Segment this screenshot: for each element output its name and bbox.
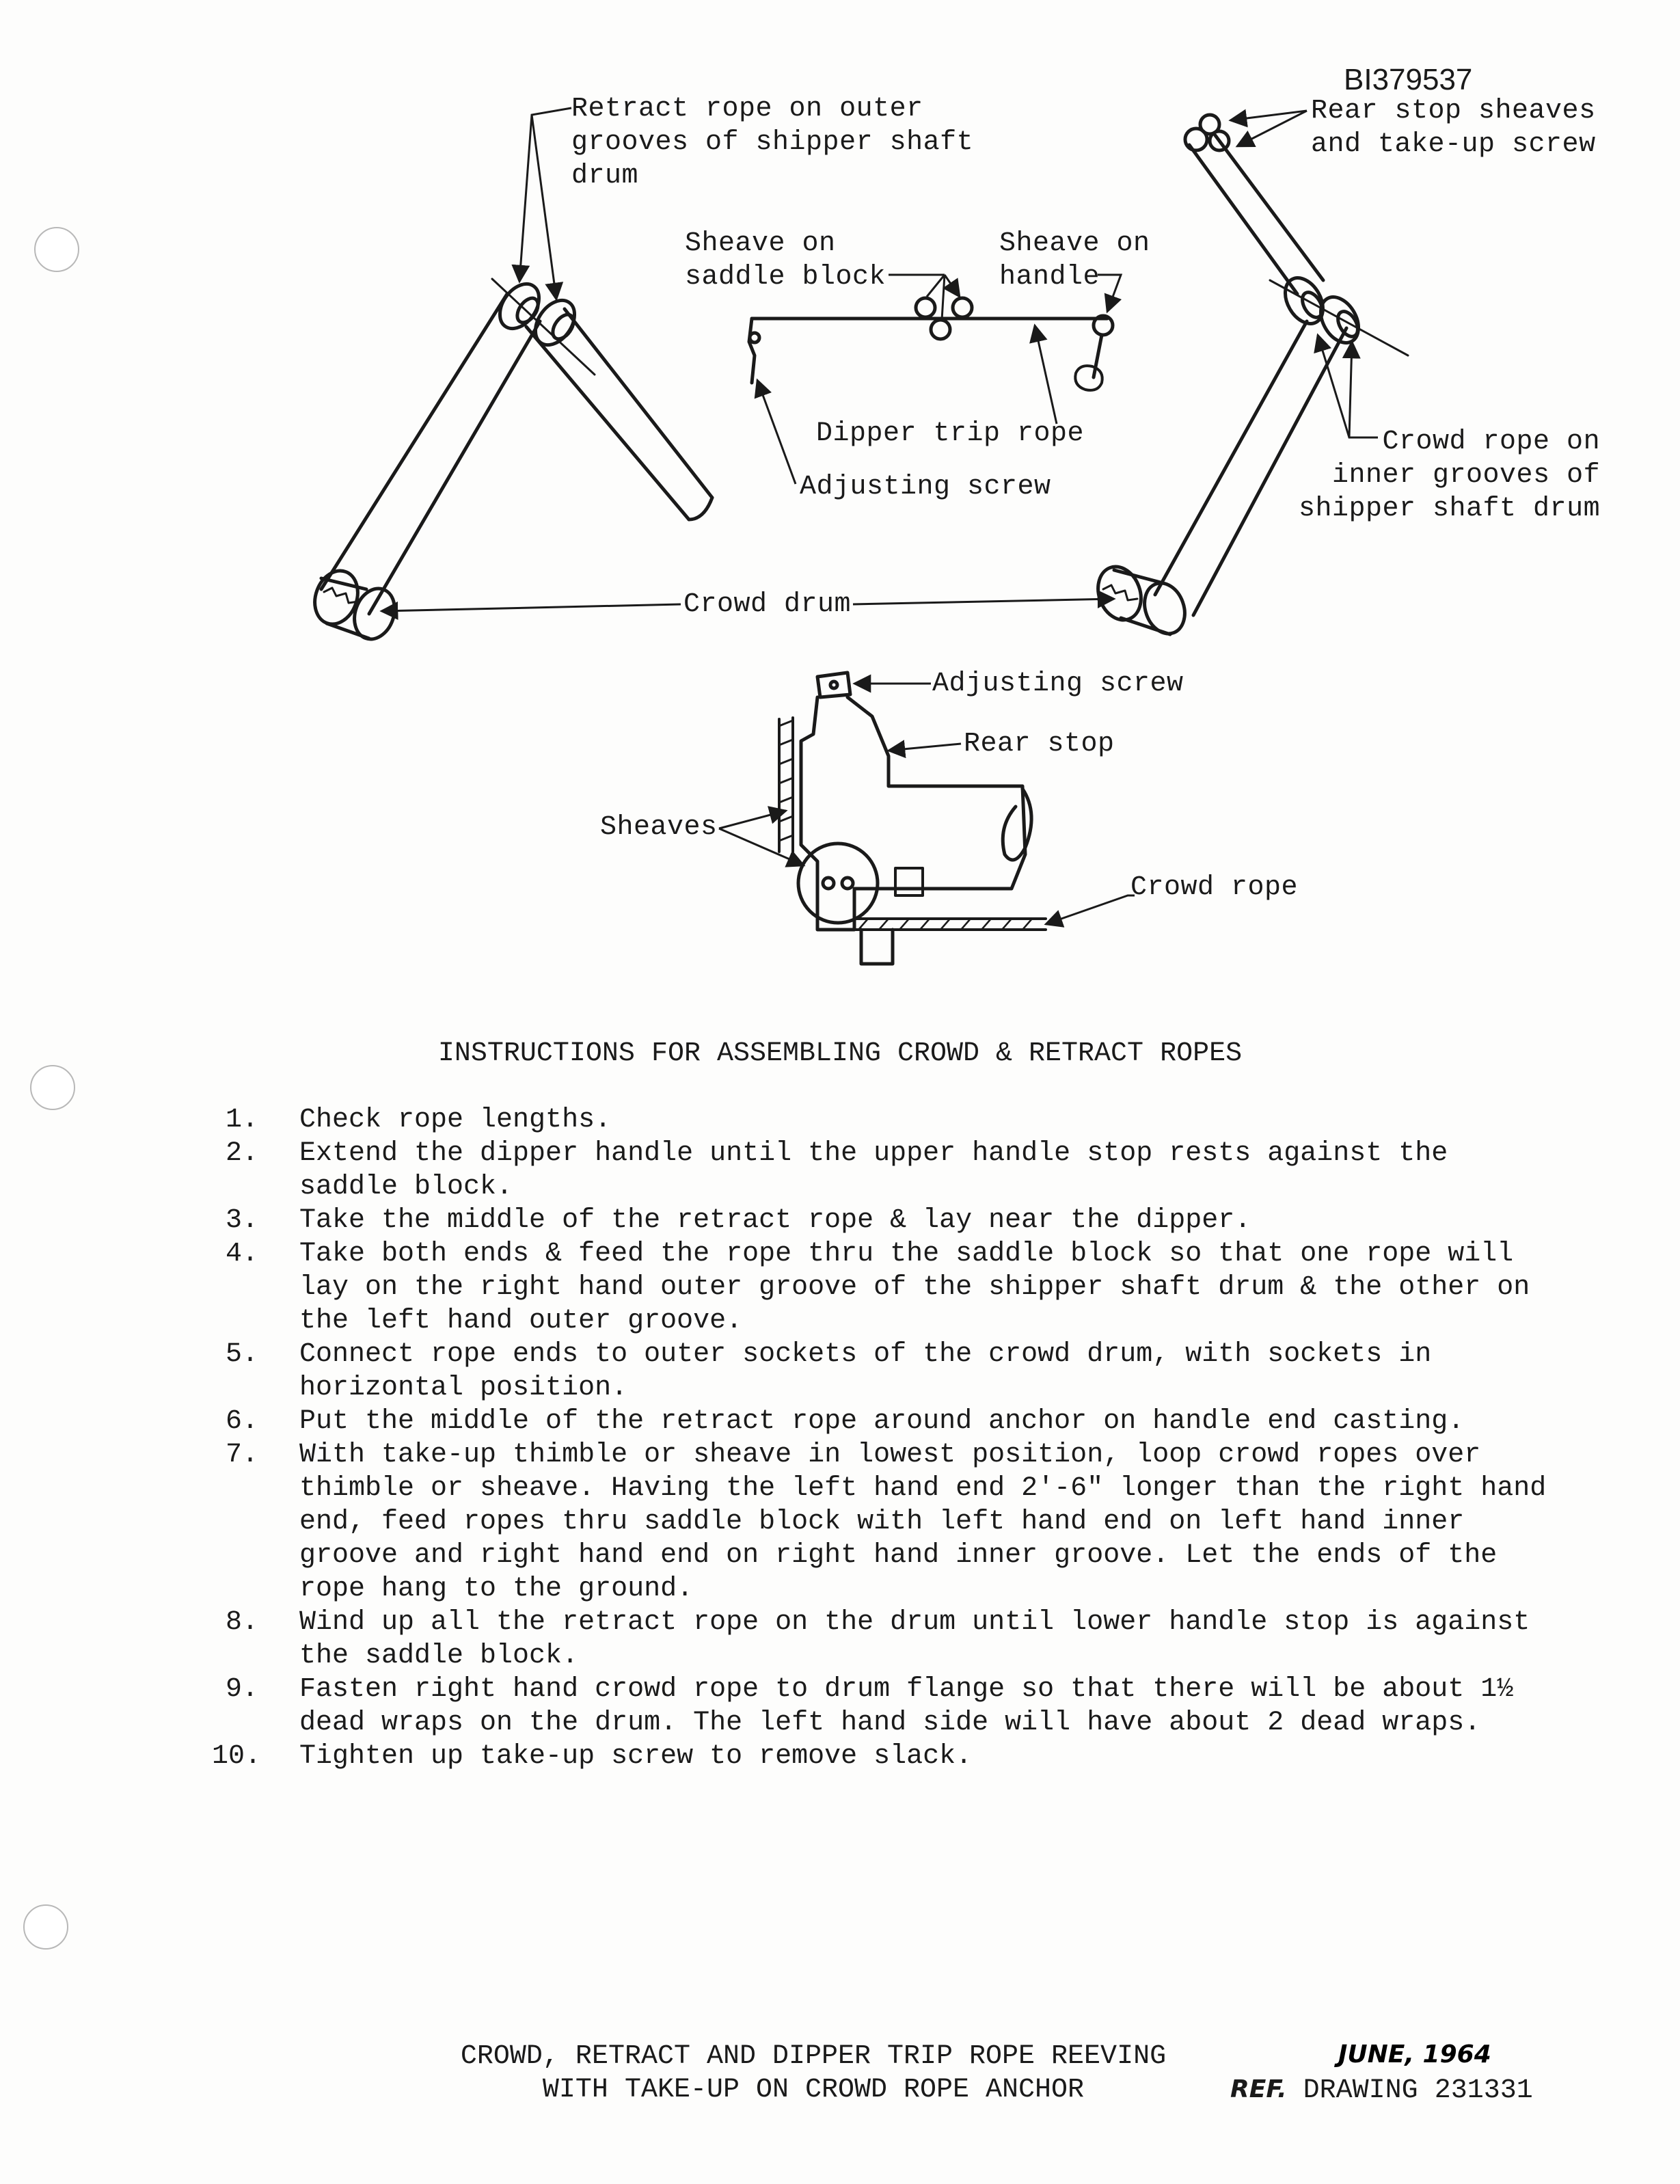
step-number: 1. xyxy=(225,1105,258,1135)
step-number: 9. xyxy=(225,1674,258,1705)
step-number: 2. xyxy=(225,1138,258,1169)
rear-stop-assembly xyxy=(779,673,1046,964)
step-text: Put the middle of the retract rope around anchor on handle end casting. xyxy=(299,1406,1465,1437)
label-sheave-handle: Sheave on handle xyxy=(999,228,1150,293)
step-number: 5. xyxy=(225,1339,258,1370)
label-retract-rope: Retract rope on outer grooves of shipper shaft drum xyxy=(571,94,974,191)
instruction-step xyxy=(212,1405,1552,1438)
step-text: Fasten right hand crowd rope to drum flange so that there will be about 1½ dead wraps on the drum. The left hand side will have about 2 dead wraps. xyxy=(299,1674,1514,1738)
step-text: Extend the dipper handle until the upper handle stop rests against the saddle block. xyxy=(299,1138,1448,1202)
instruction-step xyxy=(212,1673,1552,1740)
reference-drawing: DRAWING 231331 xyxy=(1303,2075,1533,2106)
document-id: BI379537 xyxy=(1344,63,1473,96)
step-number: 3. xyxy=(225,1205,258,1236)
footer-title-line-1: CROWD, RETRACT AND DIPPER TRIP ROPE REEVING xyxy=(460,2041,1167,2072)
step-text: Check rope lengths. xyxy=(299,1105,612,1135)
instruction-step xyxy=(212,1237,1552,1338)
label-dipper-trip-rope: Dipper trip rope xyxy=(816,418,1085,449)
step-text: Take both ends & feed the rope thru the saddle block so that one rope will lay on the right hand outer groove of the shipper shaft drum & the other on the left hand outer groove. xyxy=(299,1239,1530,1336)
step-text: Wind up all the retract rope on the drum until lower handle stop is against the saddle block. xyxy=(299,1607,1530,1671)
dipper-trip-rope-assembly xyxy=(749,298,1113,390)
label-crowd-drum: Crowd drum xyxy=(683,589,852,620)
label-adjusting-screw-top: Adjusting screw xyxy=(800,472,1051,502)
label-rear-stop-sheaves: Rear stop sheaves and take-up screw xyxy=(1311,96,1596,160)
reference-prefix: REF. xyxy=(1230,2075,1287,2103)
footer-date: JUNE, 1964 xyxy=(1338,2040,1491,2068)
step-text: Connect rope ends to outer sockets of the crowd drum, with sockets in horizontal position. xyxy=(299,1339,1432,1403)
instruction-step xyxy=(212,1137,1552,1204)
label-crowd-rope-inner: Crowd rope on inner grooves of shipper shaft drum xyxy=(1299,427,1601,524)
step-text: With take-up thimble or sheave in lowest position, loop crowd ropes over thimble or sheave. Having the left hand end 2'-6" longer than the right hand end, feed ropes thru saddle block with left hand end on left hand inner groove and right hand end on right hand inner groove. Let the ends of the rope hang to the ground. xyxy=(299,1440,1547,1604)
instruction-step xyxy=(212,1204,1552,1237)
footer-reference xyxy=(1230,2073,1533,2107)
instruction-step xyxy=(212,1606,1552,1673)
footer-title xyxy=(410,2040,1217,2107)
step-number: 4. xyxy=(225,1239,258,1269)
instruction-step xyxy=(212,1338,1552,1405)
instruction-step xyxy=(212,1740,1552,1773)
label-sheave-saddle-block: Sheave on saddle block xyxy=(685,228,886,293)
footer-title-line-2: WITH TAKE-UP ON CROWD ROPE ANCHOR xyxy=(542,2075,1085,2105)
instructions-heading: INSTRUCTIONS FOR ASSEMBLING CROWD & RETRACT ROPES xyxy=(437,1038,1243,1069)
label-crowd-rope: Crowd rope xyxy=(1130,872,1299,903)
step-number: 10. xyxy=(212,1741,262,1772)
step-number: 8. xyxy=(225,1607,258,1638)
instructions-list xyxy=(212,1103,1552,1773)
label-sheaves: Sheaves xyxy=(600,812,718,843)
instruction-step xyxy=(212,1438,1552,1606)
step-number: 6. xyxy=(225,1406,258,1437)
left-rope-assembly xyxy=(308,277,712,645)
label-rear-stop: Rear stop xyxy=(964,729,1115,759)
right-rope-assembly xyxy=(1091,115,1408,639)
step-text: Tighten up take-up screw to remove slack. xyxy=(299,1741,973,1772)
label-adjusting-screw-bottom: Adjusting screw xyxy=(932,669,1184,699)
step-number: 7. xyxy=(225,1440,258,1470)
instruction-step xyxy=(212,1103,1552,1137)
step-text: Take the middle of the retract rope & lay near the dipper. xyxy=(299,1205,1251,1236)
